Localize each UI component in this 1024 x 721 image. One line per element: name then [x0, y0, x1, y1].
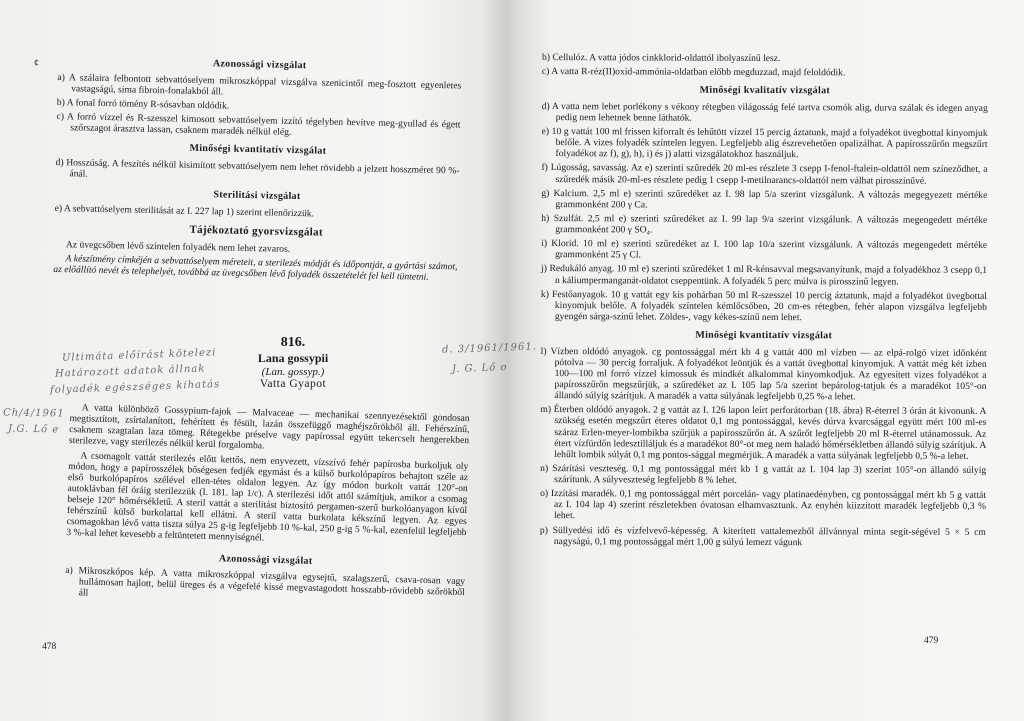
- item-c: c) A vatta R-réz(II)oxid-ammónia-oldatban előbb megduzzad, majd feloldódik.: [541, 66, 846, 79]
- page-number-right: 479: [924, 636, 939, 646]
- item-e: e) 10 g vattát 100 ml frissen kiforralt és lehűtött vízzel 15 percig áztatunk, majd a folyadékot üvegbottal kinyomjuk belőle. A vizes folyadék színtelen legyen. Legfeljebb alig észrevehetően opalizálhat. A papírosszűrőn megszűrt folyadékot az f), g), h), i) és j) alatti vizsgálatokhoz használjuk.: [541, 126, 988, 161]
- heading-identity-2: Azonossági vizsgálat: [218, 552, 313, 567]
- item-o: o) Izzítási maradék. 0,1 mg pontossággal mért porcelán- vagy platinaedényben, cg pontossággal mért kb 5 g vattát az I. 104 lap 4) szerint részletekben óvatosan elhamvasztunk. Az enyhén kiizzított maradék legfeljebb 0,3 % lehet.: [540, 488, 987, 522]
- left-page: [0, 0, 498, 721]
- identity-a: a) A szálaira felbontott sebvattóselyem mikroszkóppal vizsgálva szenicintől meg-fosztott egyenletes vastagságú, sima fibroin-fonalakból áll.: [57, 71, 462, 98]
- item-p: p) Süllyedési idő és vízfelvevő-képesség. A kiterített vattalemezből állvánnyal minta segít-ségével 5 × 5 cm nagyságú, 0,1 mg pontossággal mért 1,00 g súlyú lemezt vágunk: [539, 524, 986, 548]
- monograph-number: 816.: [280, 335, 306, 350]
- label-note: A készítmény címkéjén a sebvattóselyem méreteit, a sterilezés módját és időpontját, a gyártási számot, az előállító nevét és telephelyét, továbbá az üvegcsőben lévő folyadék összetételét fel kell tüntetni.: [53, 252, 458, 283]
- monograph-hungarian-name: Vatta Gyapot: [259, 378, 327, 390]
- monograph-header: [228, 335, 358, 390]
- handwritten-note: Ultimáta előírást kötelezi: [61, 347, 217, 364]
- heading-identity: Azonossági vizsgálat: [212, 58, 307, 72]
- handwritten-date: Ch/4/1961: [2, 407, 65, 420]
- identity-b: b) A fonal forró tömény R-sósavban oldódik.: [56, 96, 230, 112]
- page-number-left: 478: [42, 642, 57, 652]
- description-paragraph-2: A csomagolt vattát sterilezés előtt kettős, nem enyvezett, vízszívó fehér papírosba burkoljuk oly módon, hogy a papírosszélek bőségesen fedjék egymást és a külső burkolópapíros behajtott széle az első burkolópapíros szélével ellen-tétes oldalon legyen. Az így módon burkolt vattát 120°-on autoklávban fél óráig sterilezzük (I. 181. lap 1/c). A sterilezési időt attól számítjuk, amikor a csomag belseje 120° hőmérsékletű. A steril vattát a sterilitást biztosító pergamen-szerű burkolóanyagon kívül fehérszínű külső burkolattal kell ellátni. A steril vatta burkolata kékszínű legyen. Az egyes csomagokban lévő vatta tiszta súlya 25 g-ig legfeljebb 10 %-kal, 250 g-ig 5 %-kal, ezenfelül legfeljebb 3 %-kal lehet kevesebb a feltüntetett mennyiségnél.: [66, 449, 469, 544]
- item-d: d) A vatta nem lehet porlékony s vékony rétegben világosság felé tartva csomók alig, durva szálak és idegen anyag pedig nem lehetnek benne láthatók.: [541, 100, 988, 124]
- heading-sterility: Sterilitási vizsgálat: [213, 189, 301, 203]
- item-k: k) Festőanyagok. 10 g vattát egy kis pohárban 50 ml R-szesszel 10 percig áztatunk, majd a folyadékot üvegbottal kinyomjuk belőle. A folyadék színtelen kémlőcsőben, 20 cm-es rétegben, fehér alapon vizsgálva legfeljebb gyengén sárga-színű lehet. Zöldes-, vagy kékes-színű nem lehet.: [540, 288, 987, 324]
- handwritten-initials: J. G. Lő o: [451, 362, 508, 375]
- monograph-body: [64, 402, 469, 613]
- handwritten-date: d. 3/1961/1961.: [441, 341, 538, 356]
- item-m: m) Éterben oldódó anyagok. 2 g vattát az I. 126 lapon leírt perforátorban (18. ábra) R-éterrel 3 órán át kivonunk. A szükség esetén megszűrt éteres oldatot 0,1 mg pontossággal, kevés dúrva kvarcsággal együtt mért 100 ml-es száraz Erlen-meyer-lombikba szűrjük a papírosszűrőn át. A szűrőt legfeljebb 20 ml R-éterrel utánamossuk. Az étert vízfürdőn ledesztilláljuk és a maradékot 80°-ot meg nem haladó hőmérsékletben állandó súlyig szárítjuk. A lehűlt lombik súlyát 0,1 mg pontos-sággal megmérjük. A maradék a vatta súlyának legfeljebb 0,5 %-a lehet.: [540, 404, 987, 462]
- right-page-text: [540, 52, 988, 552]
- page-margin-mark: ¢: [34, 58, 39, 69]
- identity-c: c) A forró vízzel és R-szesszel kimosott sebvattóselyem izzító tégelyben hevítve meg-gyullad és égett szőrszagot árasztva lassan, csaknem maradék nélkül elég.: [56, 110, 461, 138]
- item-g: g) Kalcium. 2,5 ml e) szerinti szűredéket az I. 98 lap 5/a szerint vizsgálunk. A változás megegyezett mértéke grammonként 200 γ Ca.: [541, 187, 988, 211]
- heading-quantitative: Minőségi kvantitatív vizsgálat: [189, 142, 327, 157]
- heading-qualitative: Minőségi kvalitatív vizsgálat: [699, 84, 831, 97]
- item-i: i) Klorid. 10 ml e) szerinti szűredéket az I. 100 lap 10/a szerint vizsgálunk. A változás megengedett mértéke grammonként 25 γ Cl.: [541, 238, 988, 261]
- item-j: j) Redukáló anyag. 10 ml e) szerinti szűredéket 1 ml R-kénsavval megsavanyítunk, majd a folyadékhoz 3 csepp 0,1 n káliumpermanganát-oldatot cseppentünk. A folyadék 5 perc múlva is pirosszínű legyen.: [541, 263, 988, 288]
- item-n: n) Szárítási veszteség. 0,1 mg pontossággal mért kb 1 g vattát az I. 104 lap 3) szerint 105°-on állandó súlyig szárítunk. A súlyveszteség legfeljebb 8 % lehet.: [540, 462, 987, 486]
- identity2-a: a) Mikroszkópos kép. A vatta mikroszkóppal vizsgálva egysejtű, szalagszerű, csava-rosan vagy hullámosan hajlott, belül üreges és a végefelé kissé megvastagodott hosszabb-rövidebb szőrökből áll: [65, 565, 466, 599]
- item-f: f) Lúgosság, savasság. Az e) szerinti szűredék 20 ml-es részlete 3 csepp I-fenol-ftalein-oldattól nem színeződhet, a szűredék másik 20-ml-es részlete pedig 1 csepp I-metilnarancs-oldattól nem válhat pirosszínűvé.: [541, 162, 988, 187]
- handwritten-note: folyadék egészséges kihatás: [49, 379, 221, 396]
- item-l: l) Vízben oldódó anyagok. cg pontossággal mért kb 4 g vattát 400 ml vízben — az elpá-rolgó vizet időnként pótolva — 30 percig forraljuk. A folyadékot leöntjük és a vattát üvegbottal kinyomjuk. A vattát még két ízben 100—100 ml forró vízzel kimossuk és mindkét alkalommal kinyomkodjuk. Az egyesített vizes folyadékot a papírosszűrőn megszűrjük, a szűredéket az I. 105 lap 5/a szerint bepárolog-tatjuk és a maradékot 105°-on állandó súlyig szárítjuk. A maradék a vatta súlyának legfeljebb 0,25 %-a lehet.: [540, 345, 987, 403]
- sterility-e: e) A sebvattóselyem sterilitását az I. 227 lap 1) szerint ellenőrizzük.: [54, 202, 315, 220]
- quant-d: d) Hosszúság. A feszítés nélkül kisimított sebvattóselyem nem lehet rövidebb a jelzett hosszméret 90 %-ánál.: [55, 156, 460, 180]
- left-page-text: [53, 48, 462, 286]
- description-paragraph-1: A vatta különböző Gossypium-fajok — Malvaceae — mechanikai szennyezésektől gondosan megtisztított, zsírtalanított, fehérített és fésült, lazán összefüggő maghéjszőrökből áll. Fehérszínű, csaknem szagtalan laza tömeg. Rétegekbe préselve vagy papírossal együtt tekercselt hengerekben sterilezve, vagy sterilezés nélkül kerül forgalomba.: [68, 402, 470, 452]
- handwritten-initials: J.G. Lő e: [7, 423, 60, 436]
- heading-orientation: Tájékoztató gyorsvizsgálat: [189, 223, 324, 239]
- monograph-name: Lana gossypii: [257, 351, 329, 365]
- item-b-cellulose: b) Cellulóz. A vatta jódos cinkklorid-oldattól ibolyaszínű lesz.: [541, 52, 781, 65]
- monograph-latin-abbrev: (Lan. gossyp.): [261, 366, 325, 378]
- right-page: [441, 0, 1024, 721]
- heading-quantitative-right: Minőségi kvantitatív vizsgálat: [695, 329, 833, 342]
- orientation-text: Az üvegcsőben lévő színtelen folyadék nem lehet zavaros.: [65, 238, 291, 255]
- handwritten-note: Határozott adatok állnak: [54, 363, 206, 380]
- item-h: h) Szulfát. 2,5 ml e) szerinti szűredéket az I. 99 lap 9/a szerint vizsgálunk. A változás megengedett mértéke grammonként 200 γ SO₄.: [541, 212, 988, 236]
